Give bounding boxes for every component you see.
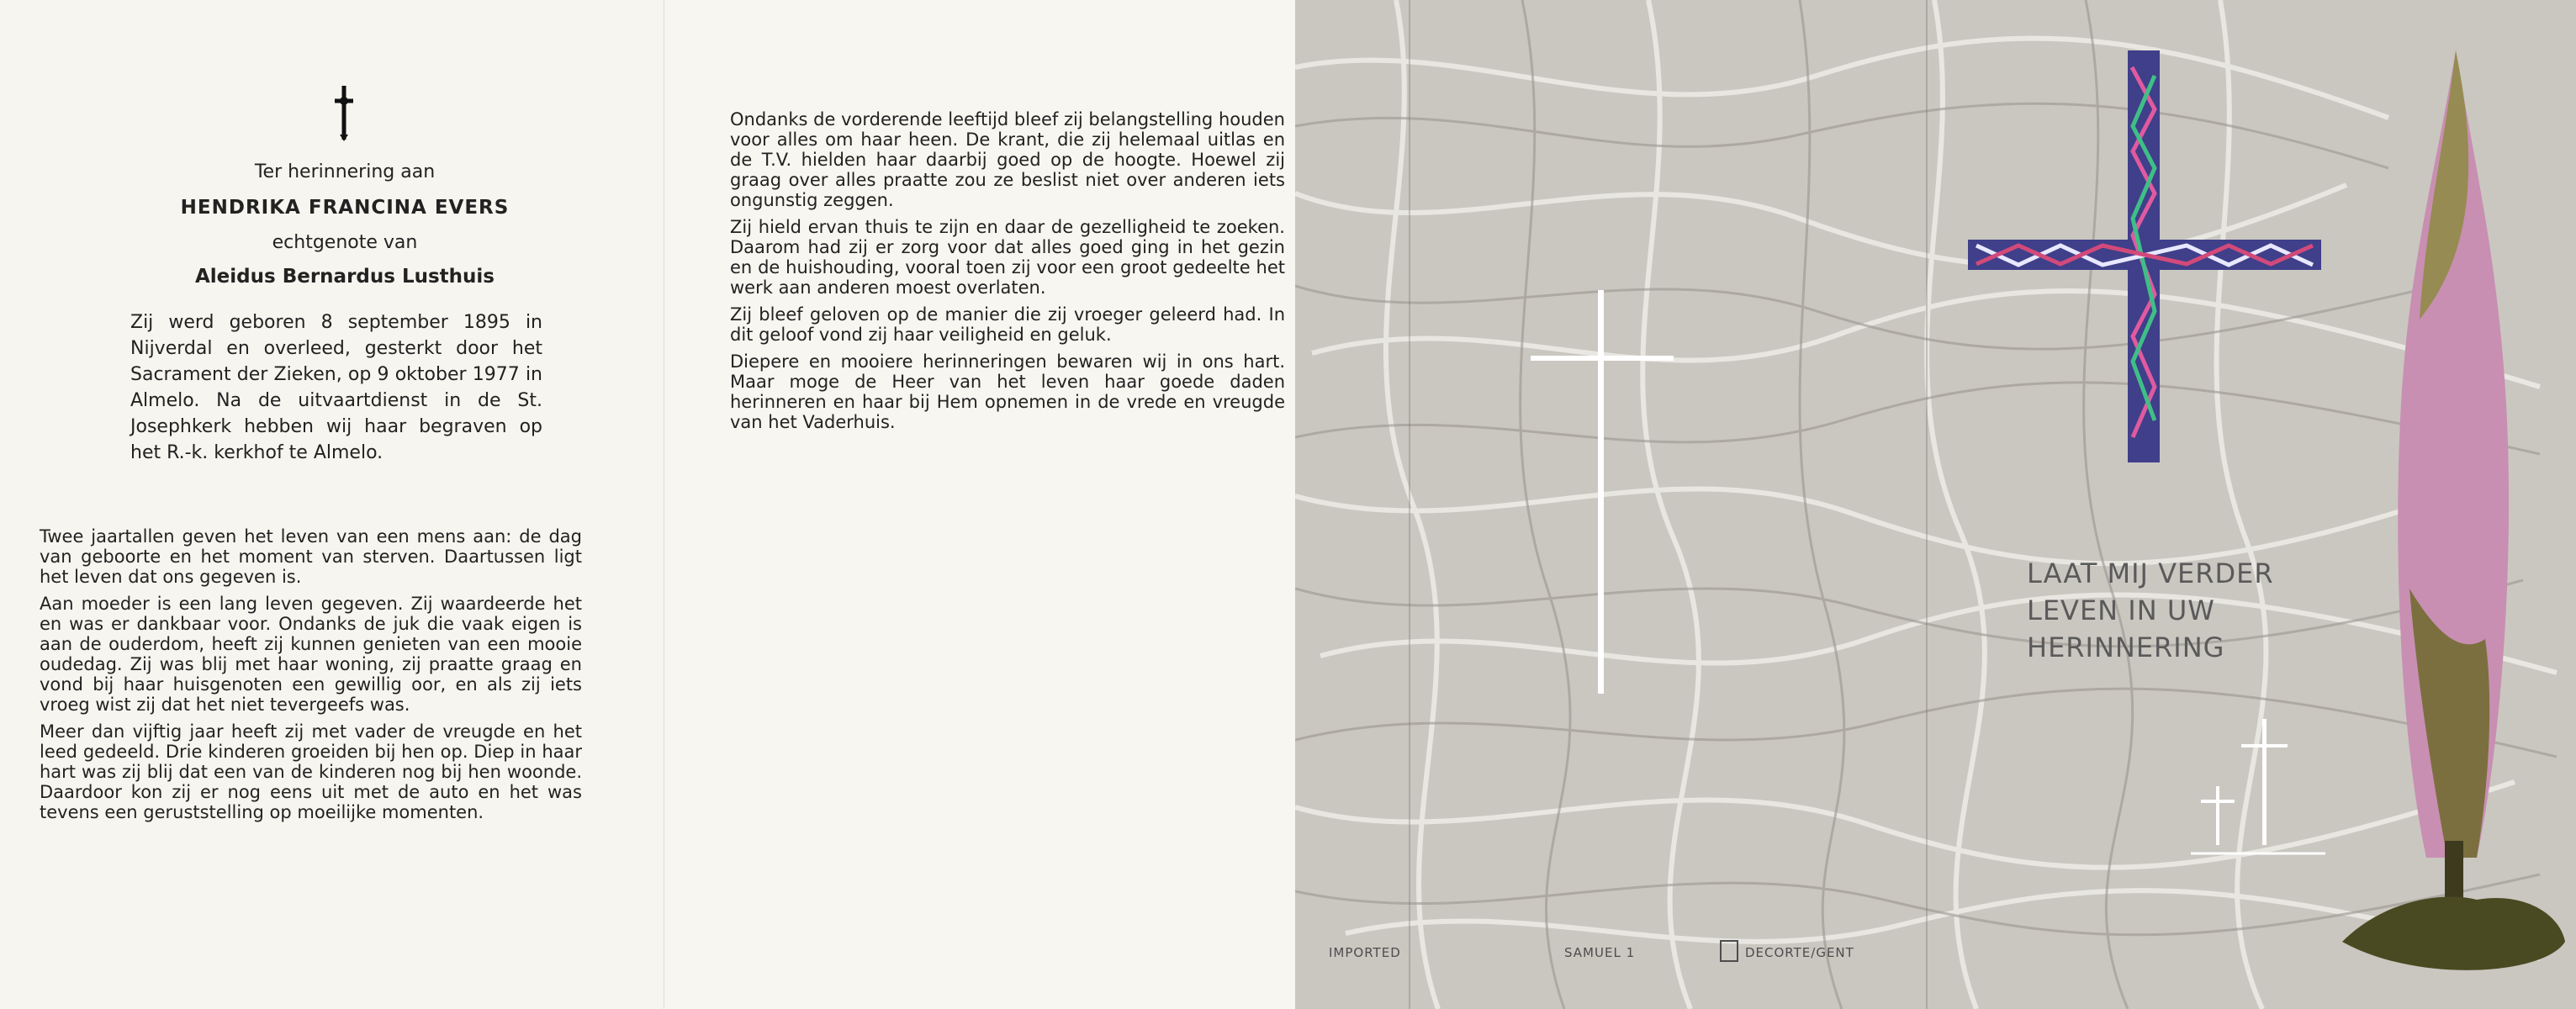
paragraph: Twee jaartallen geven het leven van een mens aan: de dag van geboorte en het moment van sterven. Daartussen ligt het leven dat ons gegeven is. — [40, 526, 582, 587]
white-cross-icon — [1531, 290, 1682, 694]
spouse-label: echtgenote van — [272, 232, 418, 253]
paragraph: Aan moeder is een lang leven gegeven. Zij waardeerde het en was er dankbaar voor. Ondanks de juk die vaak eigen is aan de ouderdom, heeft zij kunnen genieten van een mooie oudedag. Zij was blij met haar woning, zij praatte graag en vond bij haar huisgenoten een gewillig oor, en als zij iets vroeg wist zij dat het niet tevergeefs was. — [40, 594, 582, 715]
cross-icon — [331, 84, 357, 143]
left-text-column — [40, 526, 582, 829]
footer-series: SAMUEL 1 — [1564, 945, 1636, 960]
deceased-name: HENDRIKA FRANCINA EVERS — [180, 197, 510, 219]
paragraph: Zij bleef geloven op de manier die zij vroeger geleerd had. In dit geloof vond zij haar veiligheid en geluk. — [730, 304, 1285, 345]
small-crosses-icon — [2182, 719, 2334, 862]
footer-imported: IMPORTED — [1329, 945, 1401, 960]
fold-line — [1926, 0, 1928, 1009]
fold-line — [1409, 0, 1410, 1009]
cover-title-line: LAAT MIJ VERDER — [2027, 557, 2274, 589]
paragraph: Ondanks de vorderende leeftijd bleef zij belangstelling houden voor alles om haar heen. De krant, die zij helemaal uitlas en de T.V. hielden haar daarbij goed op de hoogte. Hoewel zij graag over alles praatte zou ze beslist niet over anderen iets ongunstig zeggen. — [730, 109, 1285, 210]
stained-glass-cross-icon — [1968, 50, 2321, 462]
cover-title — [2027, 555, 2274, 666]
middle-page — [664, 0, 1295, 1009]
publisher-logo-icon — [1720, 940, 1738, 962]
remembrance-line: Ter herinnering aan — [254, 161, 436, 182]
cover-page — [1295, 0, 2576, 1009]
middle-text-column — [730, 109, 1285, 439]
spouse-name: Aleidus Bernardus Lusthuis — [195, 266, 495, 288]
paragraph: Meer dan vijftig jaar heeft zij met vader de vreugde en het leed gedeeld. Drie kinderen groeiden bij hen op. Diep in haar hart was zij blij dat een van de kinderen nog bij hen woonde. Daardoor kon zij er nog eens uit met de auto en het was tevens een geruststelling op moeilijke momenten. — [40, 721, 582, 822]
paragraph: Zij hield ervan thuis te zijn en daar de gezelligheid te zoeken. Daarom had zij er zorg voor dat alles goed ging in het gezin en de huishouding, vooral toen zij voor een groot gedeelte het werk aan anderen moest overlaten. — [730, 217, 1285, 298]
paragraph: Diepere en mooiere herinneringen bewaren wij in ons hart. Maar moge de Heer van het leven haar goede daden herinneren en haar bij Hem opnemen in de vrede en vreugde van het Vaderhuis. — [730, 351, 1285, 432]
left-page — [0, 0, 664, 1009]
biography: Zij werd geboren 8 september 1895 in Nijverdal en overleed, gesterkt door het Sacrament der Zieken, op 9 oktober 1977 in Almelo. Na de uitvaartdienst in de St. Josephkerk hebben wij haar begraven op het R.-k. kerkhof te Almelo. — [130, 312, 542, 463]
footer-publisher: DECORTE/GENT — [1745, 945, 1854, 960]
cover-title-line: HERINNERING — [2027, 631, 2225, 663]
cypress-tree-icon — [2342, 50, 2569, 984]
cover-title-line: LEVEN IN UW — [2027, 594, 2215, 626]
